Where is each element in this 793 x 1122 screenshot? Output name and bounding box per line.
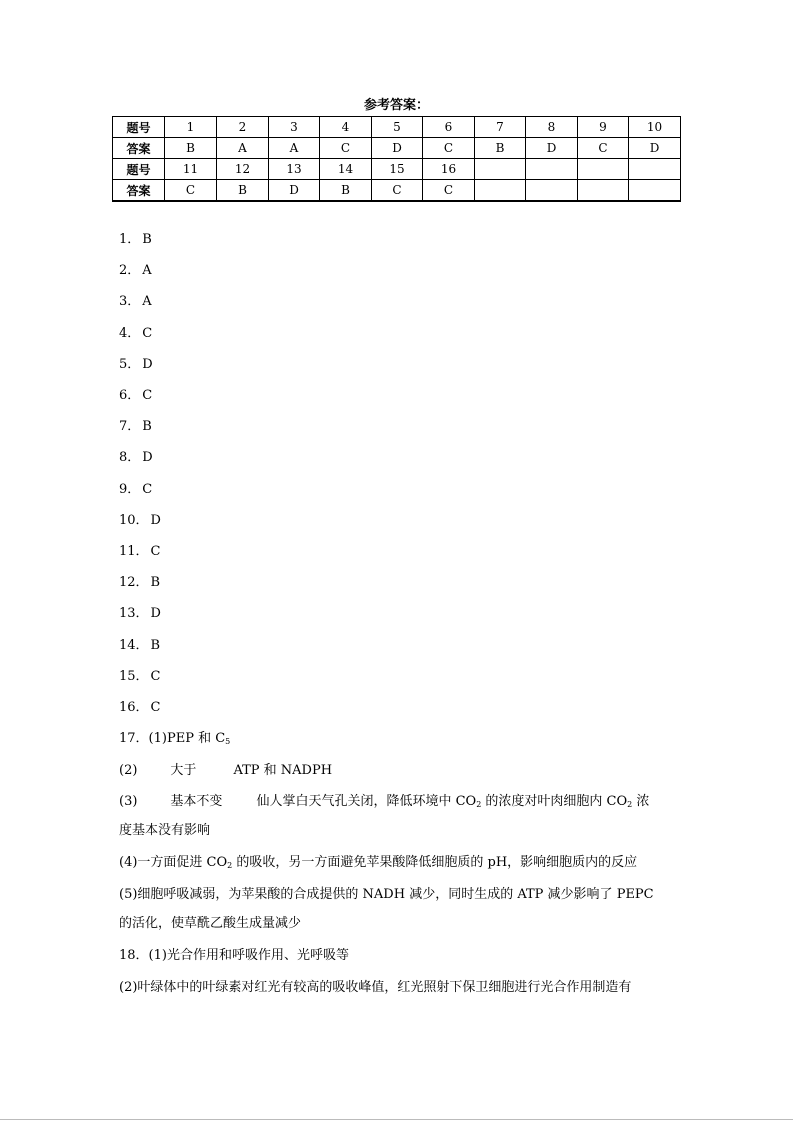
table-cell: D <box>372 138 423 159</box>
table-cell: C <box>578 138 629 159</box>
q17-p2-num: (2) <box>119 763 138 778</box>
answer-list-item <box>119 450 153 466</box>
q17-part5: (5)细胞呼吸减弱，为苹果酸的合成提供的 NADH 减少，同时生成的 ATP 减少影响了 PEPC <box>119 887 654 902</box>
answer-number: 15． <box>119 669 149 684</box>
q18-label: 18． <box>119 948 149 963</box>
table-cell: B <box>217 180 269 202</box>
table-cell: 15 <box>372 159 423 180</box>
answer-letter: D <box>142 357 153 372</box>
table-cell: C <box>423 180 475 202</box>
q17-p4-b: 的吸收，另一方面避免苹果酸降低细胞质的 pH，影响细胞质内的反应 <box>232 855 638 870</box>
table-cell: A <box>217 138 269 159</box>
answer-list-item <box>119 357 153 373</box>
answer-number: 11． <box>119 544 149 559</box>
q17-p3-sub2: 2 <box>627 800 633 809</box>
answer-list-item <box>119 606 161 622</box>
table-cell: 13 <box>269 159 320 180</box>
answer-list-item <box>119 544 161 560</box>
answer-number: 14． <box>119 638 149 653</box>
answer-letter: B <box>150 638 161 653</box>
q17-part3-continued: 度基本没有影响 <box>119 823 211 838</box>
table-row-header: 题号 <box>113 159 165 180</box>
table-row-header: 题号 <box>113 117 165 138</box>
table-row <box>113 159 681 180</box>
table-cell: 10 <box>629 117 681 138</box>
answer-list-item <box>119 263 152 279</box>
answer-number: 13． <box>119 606 149 621</box>
q18-p1: (1)光合作用和呼吸作用、光呼吸等 <box>148 948 349 963</box>
table-cell: C <box>423 138 475 159</box>
answer-letter: C <box>142 388 153 403</box>
table-cell <box>578 159 629 180</box>
table-row-header: 答案 <box>113 180 165 202</box>
table-cell <box>475 180 526 202</box>
answer-letter: D <box>150 606 161 621</box>
answer-list-item <box>119 669 161 685</box>
q17-p3-num: (3) <box>119 794 138 809</box>
answer-letter: A <box>142 263 152 278</box>
answer-list-item <box>119 232 152 248</box>
q17-p1-num: (1) <box>148 731 167 746</box>
answer-list-item <box>119 575 160 591</box>
table-cell: D <box>269 180 320 202</box>
answer-list-item <box>119 419 152 435</box>
table-cell: C <box>320 138 372 159</box>
q17-p3-sub1: 2 <box>476 800 482 809</box>
table-row <box>113 117 681 138</box>
answer-letter: C <box>150 544 161 559</box>
answer-letter: A <box>142 294 152 309</box>
q17-p4-a: (4)一方面促进 CO <box>119 855 228 870</box>
table-cell: 6 <box>423 117 475 138</box>
q17-p3-answer-b3: 浓 <box>632 794 650 809</box>
table-cell: D <box>526 138 578 159</box>
answer-number: 6． <box>119 388 141 403</box>
table-cell: B <box>475 138 526 159</box>
answer-number: 16． <box>119 700 149 715</box>
q17-part5-continued: 的活化，使草酰乙酸生成量减少 <box>119 916 302 931</box>
q17-part3 <box>119 794 649 813</box>
answer-list-item <box>119 700 161 716</box>
answer-letter: C <box>142 482 153 497</box>
table-cell <box>578 180 629 202</box>
q18-part1 <box>119 948 349 964</box>
table-cell: A <box>269 138 320 159</box>
answer-list-item <box>119 482 152 498</box>
answer-key-title: 参考答案： <box>363 98 429 113</box>
answer-number: 2． <box>119 263 141 278</box>
answer-letter: B <box>142 232 152 247</box>
answer-number: 8． <box>119 450 141 465</box>
table-row <box>113 180 681 202</box>
table-cell: 3 <box>269 117 320 138</box>
q17-p3-answer-a: 基本不变 <box>170 794 223 809</box>
answer-number: 7． <box>119 419 141 434</box>
table-cell <box>526 159 578 180</box>
q17-p3-answer-b2: 的浓度对叶肉细胞内 CO <box>481 794 628 809</box>
answer-letter: B <box>150 575 161 590</box>
answer-number: 3． <box>119 294 141 309</box>
table-cell: C <box>372 180 423 202</box>
answer-number: 9． <box>119 482 141 497</box>
table-cell: 9 <box>578 117 629 138</box>
table-row <box>113 138 681 159</box>
answer-list-item <box>119 294 152 310</box>
q17-part2 <box>119 763 332 779</box>
answer-list-item <box>119 326 152 342</box>
answer-number: 4． <box>119 326 141 341</box>
answer-letter: D <box>142 450 153 465</box>
table-cell: 4 <box>320 117 372 138</box>
q18-part2: (2)叶绿体中的叶绿素对红光有较高的吸收峰值，红光照射下保卫细胞进行光合作用制造有 <box>119 980 632 995</box>
table-cell: 7 <box>475 117 526 138</box>
table-cell <box>475 159 526 180</box>
q17-label: 17． <box>119 731 149 746</box>
table-cell: 2 <box>217 117 269 138</box>
answer-list-item <box>119 513 161 529</box>
table-cell: B <box>165 138 217 159</box>
q17-p1-answer: PEP 和 C <box>166 731 226 746</box>
table-cell: 5 <box>372 117 423 138</box>
answer-list-item <box>119 388 152 404</box>
table-cell: 16 <box>423 159 475 180</box>
page-bottom-rule <box>0 1119 793 1120</box>
q17-part1 <box>119 731 230 750</box>
answer-letter: D <box>150 513 161 528</box>
answer-number: 5． <box>119 357 141 372</box>
table-cell: C <box>165 180 217 202</box>
answer-table <box>112 116 681 202</box>
table-cell: 14 <box>320 159 372 180</box>
q17-p2-answer-b: ATP 和 NADPH <box>233 763 333 778</box>
answer-number: 10． <box>119 513 149 528</box>
table-cell <box>629 159 681 180</box>
table-row-header: 答案 <box>113 138 165 159</box>
q17-p4-sub: 2 <box>227 861 233 870</box>
table-cell: 11 <box>165 159 217 180</box>
table-cell: 12 <box>217 159 269 180</box>
answer-letter: C <box>142 326 153 341</box>
answer-list-item <box>119 638 160 654</box>
answer-number: 1． <box>119 232 141 247</box>
answer-number: 12． <box>119 575 149 590</box>
table-cell: D <box>629 138 681 159</box>
table-cell: 8 <box>526 117 578 138</box>
table-cell <box>629 180 681 202</box>
answer-letter: C <box>150 700 161 715</box>
q17-p1-subscript: 5 <box>225 737 231 746</box>
q17-p3-answer-b1: 仙人掌白天气孔关闭，降低环境中 CO <box>256 794 477 809</box>
q17-p2-answer-a: 大于 <box>170 763 197 778</box>
table-cell <box>526 180 578 202</box>
table-cell: B <box>320 180 372 202</box>
table-cell: 1 <box>165 117 217 138</box>
answer-letter: C <box>150 669 161 684</box>
q17-part4 <box>119 855 637 874</box>
answer-letter: B <box>142 419 152 434</box>
